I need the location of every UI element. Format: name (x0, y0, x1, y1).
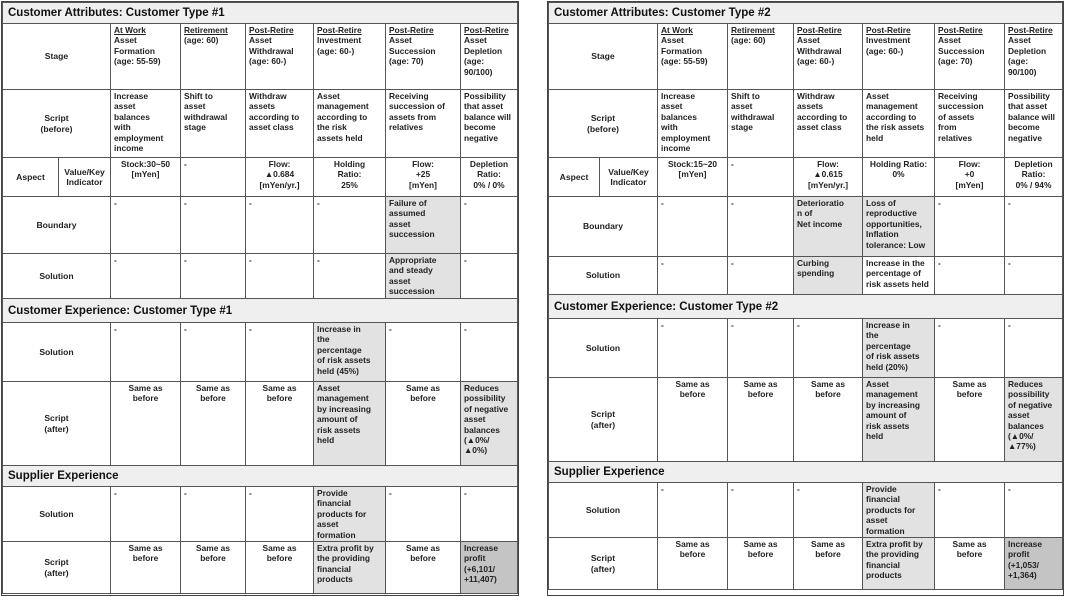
sup-solution-cell: - (935, 483, 1005, 538)
section-title: Supplier Experience (3, 466, 518, 487)
script-before-cell: Increase asset balances with employment income (658, 90, 728, 158)
boundary-cell: - (728, 197, 794, 257)
stage-heading: Post-Retire (938, 25, 983, 35)
exp-script-after-cell: Asset management by increasing amount of risk assets held (863, 378, 935, 462)
exp-script-after-cell: Reduces possibility of negative asset balances (▲0%/ ▲77%) (1005, 378, 1063, 462)
value-key-cell: Flow: ▲0.684 [mYen/yr.] (246, 158, 314, 197)
value-key-cell: Depletion Ratio: 0% / 0% (461, 158, 518, 197)
value-key-cell: Holding Ratio: 25% (314, 158, 386, 197)
script-before-label: Script (before) (549, 90, 658, 158)
stage-description: (age: 60) (731, 35, 766, 46)
stage-heading: At Work (661, 25, 693, 35)
attr-solution-cell: Appropriate and steady asset succession (386, 254, 461, 299)
sup-solution-cell: - (1005, 483, 1063, 538)
sup-solution-cell: Provide financial products for asset formation (314, 487, 386, 542)
stage-heading: Post-Retire (249, 25, 294, 35)
boundary-label: Boundary (3, 197, 111, 254)
exp-solution-cell: - (181, 323, 246, 382)
stage-heading: At Work (114, 25, 146, 35)
sup-script-after-cell: Extra profit by the providing financial products (863, 538, 935, 590)
sup-script-after-row (549, 538, 1063, 590)
sup-solution-row (549, 483, 1063, 538)
exp-solution-label: Solution (549, 319, 658, 378)
stage-description: Asset Succession (age: 70) (389, 35, 436, 67)
section-title: Customer Attributes: Customer Type #2 (549, 3, 1063, 24)
sup-script-after-label: Script (after) (3, 542, 111, 594)
sup-solution-cell: - (794, 483, 863, 538)
aspect-label: Aspect (549, 158, 600, 197)
stage-label: Stage (3, 24, 111, 90)
value-key-cell: Holding Ratio: 0% (863, 158, 935, 197)
exp-script-after-label: Script (after) (3, 382, 111, 466)
sup-solution-label: Solution (549, 483, 658, 538)
exp-solution-row (549, 319, 1063, 378)
stage-label: Stage (549, 24, 658, 90)
script-before-cell: Receiving succession of assets from relatives (386, 90, 461, 158)
exp-solution-cell: - (111, 323, 181, 382)
stage-description: Asset Withdrawal (age: 60-) (249, 35, 294, 67)
sup-script-after-cell: Same as before (386, 542, 461, 594)
stage-cell (111, 24, 181, 90)
sup-script-after-cell: Same as before (935, 538, 1005, 590)
boundary-label: Boundary (549, 197, 658, 257)
script-before-cell: Increase asset balances with employment income (111, 90, 181, 158)
value-key-label: Value/Key Indicator (59, 158, 111, 197)
script-before-cell: Possibility that asset balance will become negative (461, 90, 518, 158)
stage-heading: Post-Retire (797, 25, 842, 35)
exp-script-after-cell: Asset management by increasing amount of risk assets held (314, 382, 386, 466)
sup-script-after-label: Script (after) (549, 538, 658, 590)
sup-script-after-cell: Extra profit by the providing financial products (314, 542, 386, 594)
attr-solution-row (549, 257, 1063, 295)
exp-script-after-cell: Same as before (728, 378, 794, 462)
stage-description: (age: 60) (184, 35, 219, 46)
exp-script-after-label: Script (after) (549, 378, 658, 462)
attr-solution-cell: - (658, 257, 728, 295)
boundary-cell: Failure of assumed asset succession (386, 197, 461, 254)
script-before-row (3, 90, 518, 158)
attr-solution-cell: - (111, 254, 181, 299)
section-title: Customer Experience: Customer Type #2 (549, 295, 1063, 319)
sup-solution-cell: - (461, 487, 518, 542)
sup-script-after-cell: Same as before (794, 538, 863, 590)
exp-script-after-row (3, 382, 518, 466)
attributes-table (2, 2, 518, 594)
attr-solution-cell: Curbing spending (794, 257, 863, 295)
value-key-cell: Stock:30~50 [mYen] (111, 158, 181, 197)
stage-description: Asset Formation (age: 55-59) (661, 35, 708, 67)
stage-cell (1005, 24, 1063, 90)
stage-description: Asset Depletion (age: 90/100) (1008, 35, 1047, 77)
aspect-label: Aspect (3, 158, 59, 197)
attr-solution-label: Solution (549, 257, 658, 295)
exp-solution-cell: - (1005, 319, 1063, 378)
exp-script-after-cell: Same as before (935, 378, 1005, 462)
exp-solution-cell: - (386, 323, 461, 382)
exp-script-after-cell: Same as before (386, 382, 461, 466)
stage-description: Asset Succession (age: 70) (938, 35, 985, 67)
attr-solution-cell: - (935, 257, 1005, 295)
exp-script-after-cell: Same as before (181, 382, 246, 466)
value-key-cell: Stock:15~20 [mYen] (658, 158, 728, 197)
script-before-cell: Withdraw assets according to asset class (794, 90, 863, 158)
attr-solution-cell: - (728, 257, 794, 295)
stage-heading: Post-Retire (389, 25, 434, 35)
sup-script-after-cell: Increase profit (+1,053/ +1,364) (1005, 538, 1063, 590)
value-key-cell: - (728, 158, 794, 197)
section-title: Supplier Experience (549, 462, 1063, 483)
stage-description: Asset Depletion (age: 90/100) (464, 35, 503, 77)
boundary-cell: Loss of reproductive opportunities, Inflation tolerance: Low (863, 197, 935, 257)
value-key-cell: Depletion Ratio: 0% / 94% (1005, 158, 1063, 197)
sup-solution-label: Solution (3, 487, 111, 542)
script-before-cell: Withdraw assets according to asset class (246, 90, 314, 158)
attr-solution-cell: Increase in the percentage of risk assets held (863, 257, 935, 295)
attr-solution-cell: - (246, 254, 314, 299)
stage-heading: Post-Retire (464, 25, 509, 35)
boundary-cell: - (246, 197, 314, 254)
boundary-cell: - (314, 197, 386, 254)
attributes-table (548, 2, 1063, 590)
attr-solution-cell: - (181, 254, 246, 299)
boundary-cell: - (461, 197, 518, 254)
exp-solution-cell: - (728, 319, 794, 378)
sup-script-after-cell: Same as before (728, 538, 794, 590)
sup-solution-cell: - (658, 483, 728, 538)
boundary-cell: - (111, 197, 181, 254)
script-before-label: Script (before) (3, 90, 111, 158)
sup-solution-cell: - (246, 487, 314, 542)
stage-heading: Post-Retire (1008, 25, 1053, 35)
sup-solution-row (3, 487, 518, 542)
stage-cell (461, 24, 518, 90)
boundary-cell: - (935, 197, 1005, 257)
boundary-row (3, 197, 518, 254)
exp-solution-cell: - (935, 319, 1005, 378)
stage-cell (935, 24, 1005, 90)
exp-script-after-cell: Reduces possibility of negative asset balances (▲0%/ ▲0%) (461, 382, 518, 466)
value-key-label: Value/Key Indicator (600, 158, 658, 197)
attr-solution-cell: - (461, 254, 518, 299)
exp-solution-row (3, 323, 518, 382)
exp-solution-cell: - (658, 319, 728, 378)
exp-script-after-cell: Same as before (794, 378, 863, 462)
attr-solution-cell: - (314, 254, 386, 299)
value-key-cell: Flow: +25 [mYen] (386, 158, 461, 197)
exp-script-after-cell: Same as before (246, 382, 314, 466)
stage-heading: Retirement (184, 25, 228, 35)
sup-script-after-cell: Same as before (181, 542, 246, 594)
sup-solution-cell: - (111, 487, 181, 542)
stage-heading: Post-Retire (866, 25, 911, 35)
stage-description: Asset Withdrawal (age: 60-) (797, 35, 842, 67)
attr-solution-label: Solution (3, 254, 111, 299)
sup-solution-cell: Provide financial products for asset formation (863, 483, 935, 538)
value-key-cell: Flow: +0 [mYen] (935, 158, 1005, 197)
stage-cell (314, 24, 386, 90)
value-key-cell: - (181, 158, 246, 197)
attr-solution-cell: - (1005, 257, 1063, 295)
boundary-cell: Deterioratio n of Net income (794, 197, 863, 257)
script-before-row (549, 90, 1063, 158)
sup-solution-cell: - (386, 487, 461, 542)
boundary-cell: - (658, 197, 728, 257)
script-before-cell: Asset management according to the risk assets held (314, 90, 386, 158)
sup-solution-cell: - (728, 483, 794, 538)
sup-script-after-cell: Same as before (246, 542, 314, 594)
exp-solution-cell: Increase in the percentage of risk assets held (45%) (314, 323, 386, 382)
section-title: Customer Attributes: Customer Type #1 (3, 3, 518, 24)
stage-cell (386, 24, 461, 90)
exp-solution-label: Solution (3, 323, 111, 382)
script-before-cell: Possibility that asset balance will become negative (1005, 90, 1063, 158)
exp-script-after-cell: Same as before (111, 382, 181, 466)
value-key-cell: Flow: ▲0.615 [mYen/yr.] (794, 158, 863, 197)
panel-customer-type-1 (1, 1, 519, 596)
stage-heading: Retirement (731, 25, 775, 35)
stage-cell (658, 24, 728, 90)
script-before-cell: Asset management according to the risk assets held (863, 90, 935, 158)
exp-script-after-row (549, 378, 1063, 462)
exp-script-after-cell: Same as before (658, 378, 728, 462)
sup-solution-cell: - (181, 487, 246, 542)
sup-script-after-cell: Increase profit (+6,101/ +11,407) (461, 542, 518, 594)
exp-solution-cell: - (461, 323, 518, 382)
boundary-cell: - (1005, 197, 1063, 257)
sup-script-after-row (3, 542, 518, 594)
script-before-cell: Shift to asset withdrawal stage (181, 90, 246, 158)
script-before-cell: Receiving succession of assets from relatives (935, 90, 1005, 158)
exp-solution-cell: - (794, 319, 863, 378)
section-title: Customer Experience: Customer Type #1 (3, 299, 518, 323)
stage-cell (794, 24, 863, 90)
exp-solution-cell: - (246, 323, 314, 382)
boundary-cell: - (181, 197, 246, 254)
stage-cell (863, 24, 935, 90)
stage-description: Asset Formation (age: 55-59) (114, 35, 161, 67)
stage-heading: Post-Retire (317, 25, 362, 35)
stage-cell (728, 24, 794, 90)
stage-cell (181, 24, 246, 90)
stage-description: Investment (age: 60-) (317, 35, 362, 56)
stage-cell (246, 24, 314, 90)
attr-solution-row (3, 254, 518, 299)
exp-solution-cell: Increase in the percentage of risk assets held (20%) (863, 319, 935, 378)
panel-customer-type-2 (547, 1, 1064, 596)
sup-script-after-cell: Same as before (658, 538, 728, 590)
boundary-row (549, 197, 1063, 257)
sup-script-after-cell: Same as before (111, 542, 181, 594)
stage-description: Investment (age: 60-) (866, 35, 911, 56)
script-before-cell: Shift to asset withdrawal stage (728, 90, 794, 158)
